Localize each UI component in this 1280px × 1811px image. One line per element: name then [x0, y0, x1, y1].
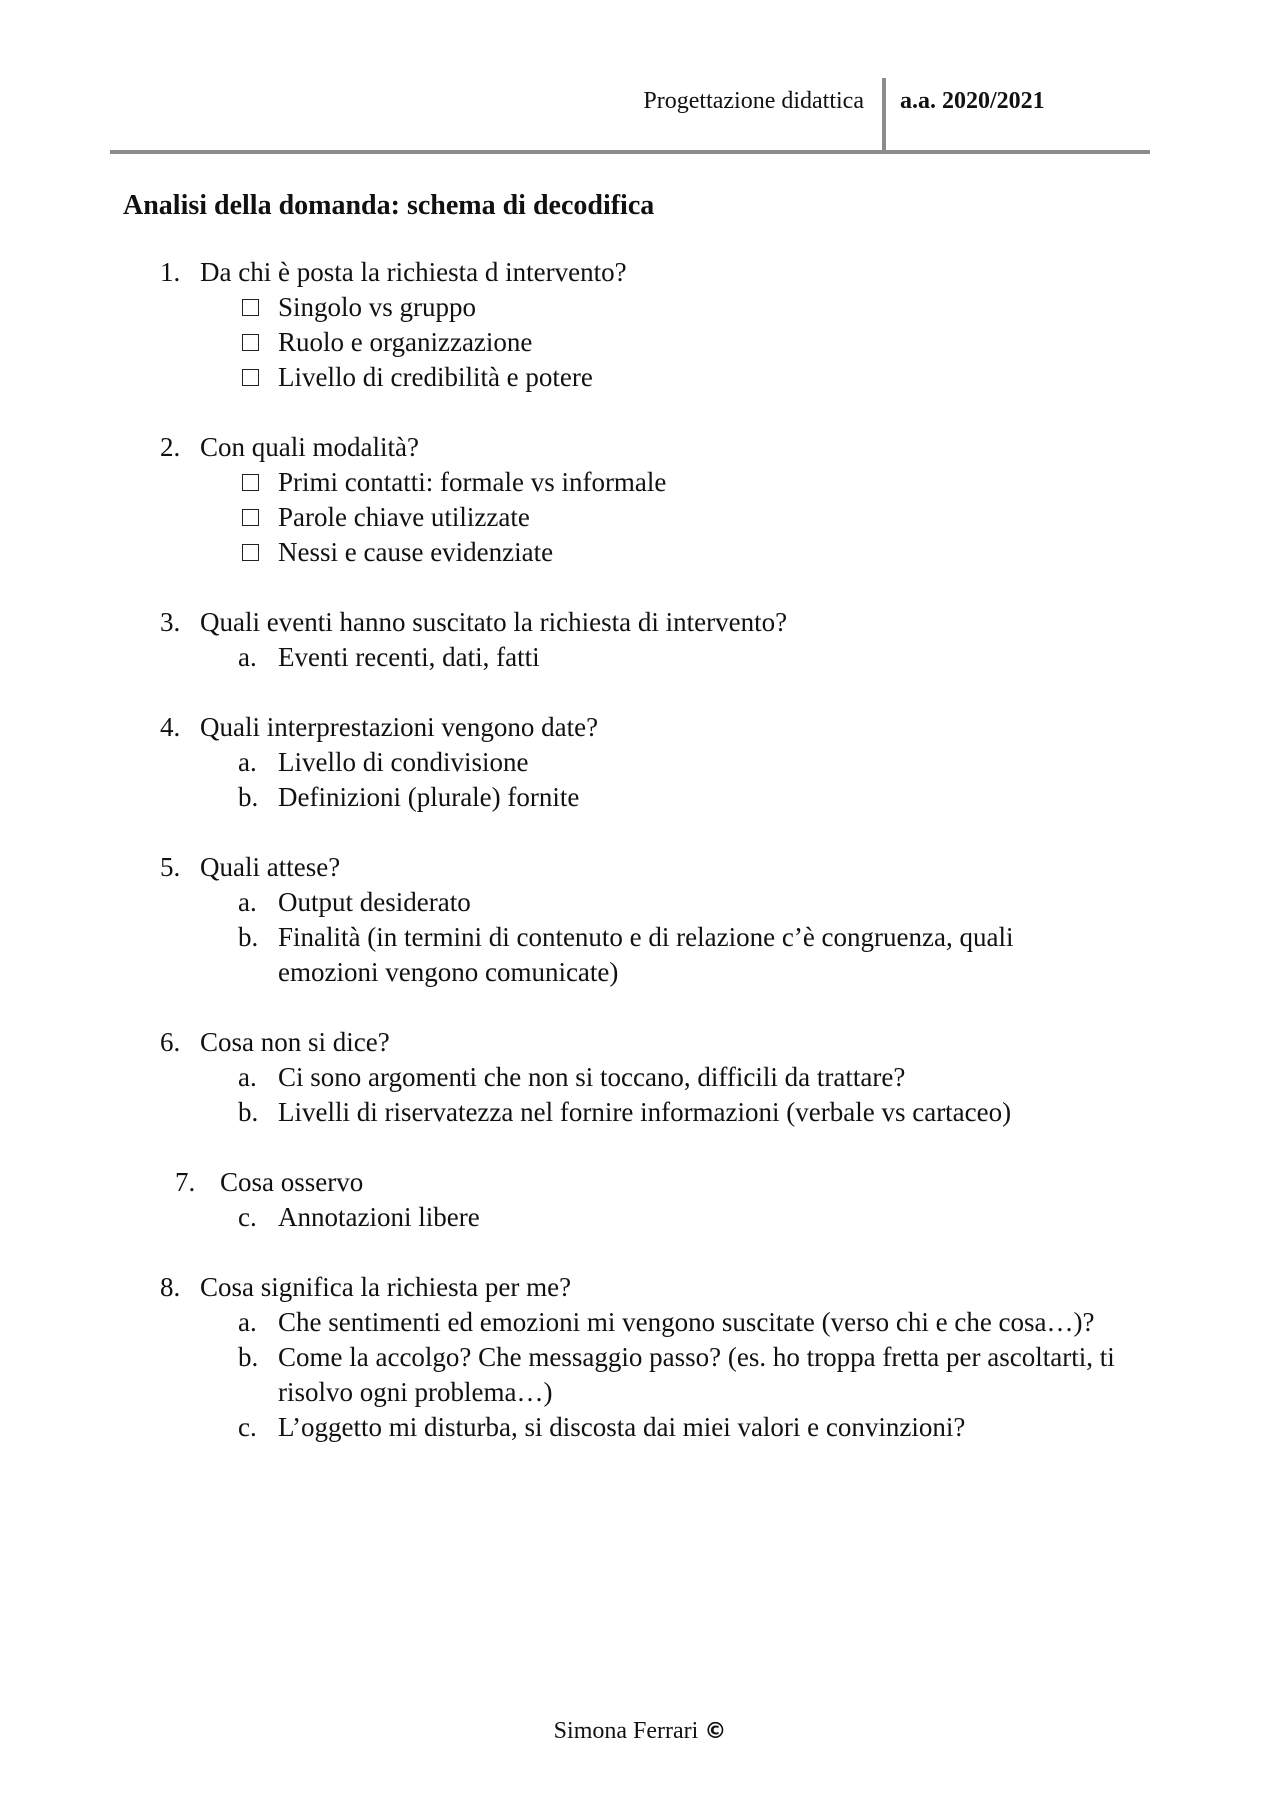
item-marker: a.	[238, 887, 257, 917]
list-item: a. Eventi recenti, dati, fatti	[0, 640, 1280, 675]
question-4	[0, 710, 1280, 815]
question-3	[0, 605, 1280, 675]
question-text: Con quali modalità?	[200, 432, 419, 462]
list-item: b. Come la accolgo? Che messaggio passo? (es. ho troppa fretta per ascoltarti, ti risolvo ogni problema…)	[238, 1342, 1115, 1407]
question-7	[0, 1165, 1280, 1235]
checklist-item: Ruolo e organizzazione	[0, 325, 1280, 360]
item-marker: b.	[238, 782, 259, 812]
list-item: c. L’oggetto mi disturba, si discosta dai miei valori e convinzioni?	[0, 1410, 1280, 1445]
question-text: Quali attese?	[200, 852, 341, 882]
question-5	[0, 850, 1280, 990]
item-marker: a.	[238, 747, 257, 777]
item-marker: c.	[238, 1412, 257, 1442]
question-number: 6.	[160, 1027, 181, 1057]
checklist-item: Primi contatti: formale vs informale	[0, 465, 1280, 500]
question-1	[0, 255, 1280, 395]
checklist-item: Singolo vs gruppo	[0, 290, 1280, 325]
list-item: a. Livello di condivisione	[0, 745, 1280, 780]
page-title: Analisi della domanda: schema di decodifica	[123, 190, 655, 221]
question-text: Cosa significa la richiesta per me?	[200, 1272, 572, 1302]
header-divider	[882, 78, 886, 153]
item-marker: b.	[238, 922, 259, 952]
question-number: 1.	[160, 257, 181, 287]
list-item: b. Finalità (in termini di contenuto e di relazione c’è congruenza, quali emozioni vengono comunicate)	[238, 922, 1014, 987]
question-list	[0, 255, 1280, 1480]
checkbox-icon	[242, 474, 259, 491]
question-number: 3.	[160, 607, 181, 637]
list-item: c. Annotazioni libere	[0, 1200, 1280, 1235]
item-marker: c.	[238, 1202, 257, 1232]
question-text: Cosa non si dice?	[200, 1027, 390, 1057]
list-item: a. Ci sono argomenti che non si toccano, difficili da trattare?	[0, 1060, 1280, 1095]
item-marker: a.	[238, 642, 257, 672]
checkbox-icon	[242, 544, 259, 561]
question-2	[0, 430, 1280, 570]
item-marker: a.	[238, 1062, 257, 1092]
question-text: Quali interprestazioni vengono date?	[200, 712, 599, 742]
copyright-icon: ©	[704, 1719, 727, 1744]
checkbox-icon	[242, 369, 259, 386]
item-marker: a.	[238, 1307, 257, 1337]
page-footer	[0, 1718, 1280, 1745]
list-item: a. Che sentimenti ed emozioni mi vengono suscitate (verso chi e che cosa…)?	[0, 1305, 1280, 1340]
question-number: 5.	[160, 852, 181, 882]
checklist-item: Parole chiave utilizzate	[0, 500, 1280, 535]
question-number: 8.	[160, 1272, 181, 1302]
question-6	[0, 1025, 1280, 1130]
question-number: 2.	[160, 432, 181, 462]
checkbox-icon	[242, 334, 259, 351]
checkbox-icon	[242, 299, 259, 316]
item-marker: b.	[238, 1097, 259, 1127]
item-marker: b.	[238, 1342, 259, 1372]
checklist-item: Livello di credibilità e potere	[0, 360, 1280, 395]
question-8	[0, 1270, 1280, 1445]
course-title: Progettazione didattica	[643, 88, 864, 114]
question-number: 4.	[160, 712, 181, 742]
list-item: a. Output desiderato	[0, 885, 1280, 920]
list-item: b. Definizioni (plurale) fornite	[0, 780, 1280, 815]
question-text: Cosa osservo	[220, 1167, 364, 1197]
question-number: 7.	[175, 1167, 196, 1197]
header-rule	[110, 150, 1150, 154]
academic-year: a.a. 2020/2021	[900, 88, 1045, 114]
list-item: b. Livelli di riservatezza nel fornire informazioni (verbale vs cartaceo)	[0, 1095, 1280, 1130]
author-name: Simona Ferrari	[553, 1718, 699, 1744]
question-text: Quali eventi hanno suscitato la richiesta di intervento?	[200, 607, 788, 637]
question-text: Da chi è posta la richiesta d intervento?	[200, 257, 627, 287]
checkbox-icon	[242, 509, 259, 526]
checklist-item: Nessi e cause evidenziate	[0, 535, 1280, 570]
page-header	[110, 78, 1150, 156]
